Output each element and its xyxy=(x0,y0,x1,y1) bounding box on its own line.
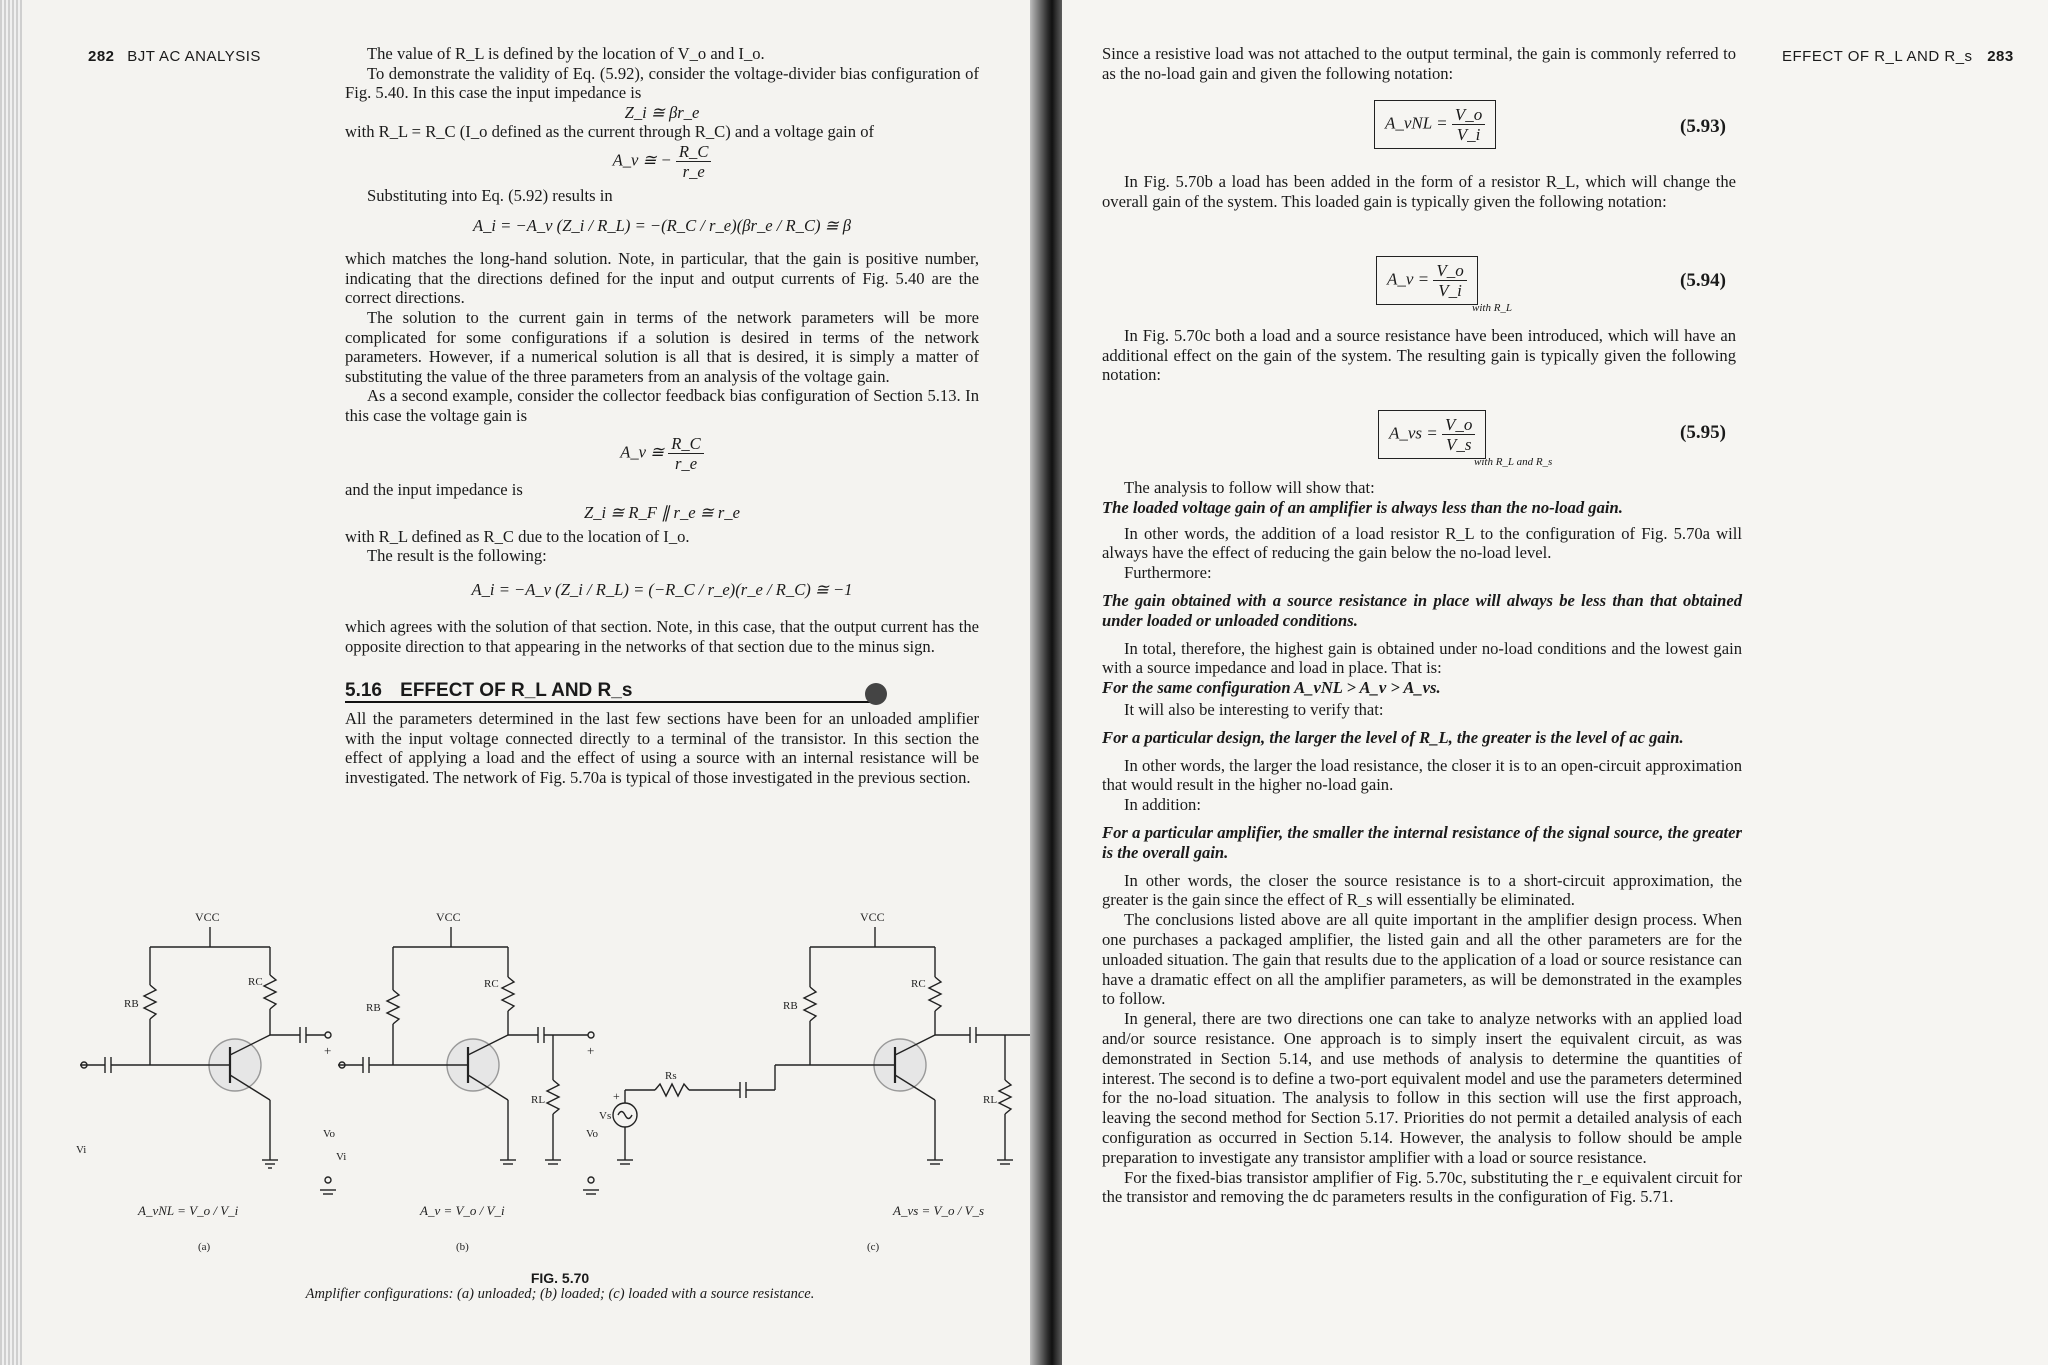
equation-5-93 xyxy=(1374,100,1496,149)
paragraph: The result is the following: xyxy=(367,546,547,566)
rb-label: RB xyxy=(124,998,139,1010)
key-statement: For a particular design, the larger the level of R_L, the greater is the level of ac gain. xyxy=(1102,727,1684,747)
paragraph: Since a resistive load was not attached to the output terminal, the gain is commonly referred to as the no-load gain and given the following notation: xyxy=(1102,44,1736,83)
page-number: 283 xyxy=(1987,48,2014,65)
paragraph: In Fig. 5.70c both a load and a source resistance have been introduced, which will have an additional effect on the gain of the system. The resulting gain is typically given the following notation: xyxy=(1102,326,1736,385)
right-text-block-bottom xyxy=(1102,478,1742,1207)
right-page xyxy=(1062,0,2048,1365)
figure-caption-text: Amplifier configurations: (a) unloaded; (b) loaded; (c) loaded with a source resistance. xyxy=(305,1286,815,1302)
circuit-panel-c xyxy=(599,910,1052,1253)
circuit-panel-b xyxy=(336,910,599,1253)
equation-lhs: A_vNL = xyxy=(1385,113,1448,133)
rb-label: RB xyxy=(366,1002,381,1014)
fraction-num: V_o xyxy=(1433,261,1466,281)
equation xyxy=(345,142,979,186)
paragraph: In general, there are two directions one can take to analyze networks with an applied load and/or source resistance. One approach is to simply insert the equivalent circuit, as was demonstrated in Section 5.14, and use methods of analysis to determine the quantities of interest. The second is to define a two-port equivalent model and use the parameters determined for the no-load situation. The analysis to follow in this section will use the first approach, leaving the second method for Section 5.17. Priorities do not permit a detailed analysis of each configuration as occurred in Section 5.14. However, the analysis to follow should be ample preparation to investigate any transistor amplifier with a load or source resistance. xyxy=(1102,1009,1742,1167)
paragraph: In addition: xyxy=(1124,795,1201,815)
rc-label: RC xyxy=(484,978,499,990)
equation-lhs: A_vs = xyxy=(1389,423,1438,443)
section-number: 5.16 xyxy=(345,679,382,701)
fraction-num: V_o xyxy=(1442,415,1475,435)
plus-sign: + xyxy=(587,1043,595,1058)
paragraph: To demonstrate the validity of Eq. (5.92), consider the voltage-divider bias configuration of Fig. 5.40. In this case the input impedance is xyxy=(345,63,979,103)
paragraph: The solution to the current gain in terms of the network parameters will be more complicated for some configurations if a solution is desired in terms of the network parameters. However, if a numerical solution is all that is desired, it is simply a matter of substituting the value of the three parameters from an analysis of the voltage gain. xyxy=(345,307,979,386)
fraction xyxy=(1442,415,1475,454)
fraction-den: r_e xyxy=(674,453,698,473)
right-text-block xyxy=(1102,326,1736,385)
paragraph: In other words, the closer the source resistance is to a short-circuit approximation, the greater is the gain since the effect of R_s will essentially be eliminated. xyxy=(1102,870,1742,910)
section-heading xyxy=(345,681,873,704)
right-text-block-top xyxy=(1102,44,1736,83)
paragraph: Furthermore: xyxy=(1124,563,1212,583)
left-text-block xyxy=(345,44,979,788)
equation-lhs: A_v = xyxy=(1387,269,1430,289)
equation xyxy=(345,434,979,480)
vs-label: Vs xyxy=(599,1110,612,1122)
rc-label: RC xyxy=(248,976,263,988)
rb-label: RB xyxy=(783,1000,798,1012)
paragraph: and the input impedance is xyxy=(345,479,523,499)
vo-label: Vo xyxy=(323,1128,336,1140)
figure-label: FIG. 5.70 xyxy=(530,1270,590,1286)
panel-tag-c: (c) xyxy=(867,1241,880,1253)
vcc-label: VCC xyxy=(436,910,461,924)
running-header-right xyxy=(1782,48,2014,65)
equation-note: with R_L xyxy=(1472,302,1513,314)
equation-number: (5.93) xyxy=(1680,116,1726,137)
gain-label-c: A_vs = V_o / V_s xyxy=(893,1203,985,1218)
equation: A_i = −A_v (Z_i / R_L) = (−R_C / r_e)(r_e / R_C) ≅ −1 xyxy=(471,579,853,599)
figure-caption xyxy=(150,1270,970,1303)
key-statement: The gain obtained with a source resistance in place will always be less than that obtained under loaded or unloaded conditions. xyxy=(1102,590,1742,630)
equation-5-95 xyxy=(1378,410,1486,459)
vo-label: Vo xyxy=(586,1128,599,1140)
rl-label: RL xyxy=(983,1094,998,1106)
paragraph: It will also be interesting to verify that: xyxy=(1124,699,1384,719)
gain-label-b: A_v = V_o / V_i xyxy=(420,1203,505,1218)
paragraph: As a second example, consider the collector feedback bias configuration of Section 5.13. In this case the voltage gain is xyxy=(345,386,979,425)
equation-number: (5.95) xyxy=(1680,422,1726,443)
fraction-num: V_o xyxy=(1452,105,1485,125)
equation: Z_i ≅ R_F ∥ r_e ≅ r_e xyxy=(584,503,740,523)
paragraph: In total, therefore, the highest gain is obtained under no-load conditions and the lowest gain with a source impedance and load in place. That is: xyxy=(1102,638,1742,678)
equation-lhs: A_v ≅ xyxy=(620,441,665,461)
key-statement: For the same configuration A_vNL > A_v > A_vs. xyxy=(1102,678,1441,698)
running-header-left xyxy=(88,48,261,65)
fraction-num: R_C xyxy=(676,142,712,162)
fraction-den: V_i xyxy=(1456,125,1481,144)
paragraph: which agrees with the solution of that section. Note, in this case, that the output current has the opposite direction to that appearing in the networks of that section due to the minus sign. xyxy=(345,617,979,657)
paragraph: In Fig. 5.70b a load has been added in the form of a resistor R_L, which will change the overall gain of the system. This loaded gain is typically given the following notation: xyxy=(1102,172,1736,211)
fraction-den: V_i xyxy=(1438,281,1462,300)
key-statement: For a particular amplifier, the smaller the internal resistance of the signal source, the greater is the overall gain. xyxy=(1102,822,1742,862)
page-stack-edge xyxy=(0,0,22,1365)
page-number: 282 xyxy=(88,48,115,65)
key-statement: The loaded voltage gain of an amplifier is always less than the no-load gain. xyxy=(1102,497,1623,517)
paragraph: The value of R_L is defined by the location of V_o and I_o. xyxy=(367,44,765,63)
equation-5-94 xyxy=(1376,256,1478,305)
rl-label: RL xyxy=(531,1094,546,1106)
right-text-block xyxy=(1102,172,1736,211)
panel-tag-b: (b) xyxy=(456,1241,469,1253)
fraction-num: R_C xyxy=(668,434,704,454)
vcc-label: VCC xyxy=(195,910,220,924)
rc-label: RC xyxy=(911,978,926,990)
vcc-label: VCC xyxy=(860,910,885,924)
gain-label-a: A_vNL = V_o / V_i xyxy=(138,1203,239,1218)
rs-label: Rs xyxy=(665,1070,677,1082)
plus-sign: + xyxy=(613,1089,620,1103)
paragraph: For the fixed-bias transistor amplifier of Fig. 5.70c, substituting the r_e equivalent circuit for the transistor and removing the dc parameters results in the configuration of Fig. 5.71. xyxy=(1102,1167,1742,1207)
equation-number: (5.94) xyxy=(1680,270,1726,291)
fraction xyxy=(1433,261,1466,300)
equation: A_i = −A_v (Z_i / R_L) = −(R_C / r_e)(βr_e / R_C) ≅ β xyxy=(472,215,852,235)
paragraph: with R_L defined as R_C due to the location of I_o. xyxy=(345,526,690,546)
fraction-den: r_e xyxy=(682,161,705,181)
section-title: EFFECT OF R_L AND R_s xyxy=(400,679,633,701)
equation: Z_i ≅ βr_e xyxy=(624,102,700,122)
fraction-den: V_s xyxy=(1445,435,1472,454)
figure-5-70 xyxy=(76,905,1020,1253)
fraction xyxy=(668,434,704,473)
paragraph: with R_L = R_C (I_o defined as the current through R_C) and a voltage gain of xyxy=(345,122,875,142)
paragraph: All the parameters determined in the last few sections have been for an unloaded amplifier with the input voltage connected directly to a terminal of the transistor. In this section the effect of applying a load and the effect of using a source with an internal resistance will be investigated. The network of Fig. 5.70a is typical of those investigated in the previous section. xyxy=(345,709,979,788)
vi-label: Vi xyxy=(76,1144,87,1156)
paragraph: which matches the long-hand solution. Note, in particular, that the gain is positive number, indicating that the directions defined for the input and output currents of Fig. 5.40 are the correct directions. xyxy=(345,249,979,308)
circuit-panel-a xyxy=(76,910,336,1253)
paragraph: In other words, the larger the load resistance, the closer it is to an open-circuit approximation that would result in the higher no-load gain. xyxy=(1102,755,1742,795)
paragraph: In other words, the addition of a load resistor R_L to the configuration of Fig. 5.70a will always have the effect of reducing the gain below the no-load level. xyxy=(1102,523,1742,563)
section-bullet-icon xyxy=(865,683,887,705)
fraction xyxy=(1452,105,1485,144)
paragraph: The analysis to follow will show that: xyxy=(1124,478,1375,497)
running-head: BJT AC ANALYSIS xyxy=(127,48,261,65)
equation-lhs: A_v ≅ − xyxy=(612,150,672,170)
equation-note: with R_L and R_s xyxy=(1474,456,1553,468)
fraction xyxy=(676,142,712,181)
running-head: EFFECT OF R_L AND R_s xyxy=(1782,48,1973,65)
vi-label: Vi xyxy=(336,1151,347,1163)
plus-sign: + xyxy=(324,1043,332,1058)
panel-tag-a: (a) xyxy=(198,1241,211,1253)
paragraph: Substituting into Eq. (5.92) results in xyxy=(367,185,613,205)
paragraph: The conclusions listed above are all quite important in the amplifier design process. When one purchases a packaged amplifier, the listed gain and all the other parameters are for the unloaded situation. The gain that results due to the application of a load or source resistance can have a dramatic effect on all the amplifier parameters, as will be demonstrated in the examples to follow. xyxy=(1102,910,1742,1009)
